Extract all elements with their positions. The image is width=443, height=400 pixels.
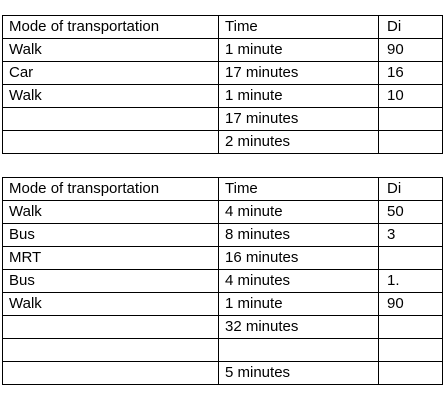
header-row	[3, 16, 443, 39]
cell-mode: MRT	[3, 247, 219, 270]
table-row	[3, 108, 443, 131]
table-row	[3, 293, 443, 316]
cell-time: 17 minutes	[219, 108, 379, 131]
cell-mode	[3, 316, 219, 339]
table-row	[3, 39, 443, 62]
cell-time: 4 minutes	[219, 270, 379, 293]
cell-distance	[379, 247, 443, 270]
cell-mode: Walk	[3, 39, 219, 62]
cell-distance	[379, 362, 443, 385]
cell-mode: Bus	[3, 270, 219, 293]
cell-distance: 50	[379, 201, 443, 224]
cell-mode: Car	[3, 62, 219, 85]
cell-time: 1 minute	[219, 85, 379, 108]
cell-mode	[3, 131, 219, 154]
cell-time: 32 minutes	[219, 316, 379, 339]
cell-distance: 90	[379, 39, 443, 62]
cell-time: 2 minutes	[219, 131, 379, 154]
header-distance: Di	[379, 16, 443, 39]
cell-mode: Walk	[3, 85, 219, 108]
header-distance: Di	[379, 178, 443, 201]
cell-time	[219, 339, 379, 362]
cell-mode	[3, 362, 219, 385]
header-time: Time	[219, 16, 379, 39]
cell-mode: Walk	[3, 293, 219, 316]
cell-distance: 90	[379, 293, 443, 316]
table-row	[3, 62, 443, 85]
cell-mode	[3, 339, 219, 362]
transport-table-2	[2, 177, 443, 385]
cell-distance	[379, 316, 443, 339]
table-row	[3, 85, 443, 108]
cell-distance: 16	[379, 62, 443, 85]
table-row	[3, 201, 443, 224]
transport-table-1	[2, 15, 443, 154]
table-row	[3, 131, 443, 154]
cell-distance: 1.	[379, 270, 443, 293]
header-mode: Mode of transportation	[3, 16, 219, 39]
cell-time: 5 minutes	[219, 362, 379, 385]
cell-time: 1 minute	[219, 293, 379, 316]
cell-distance	[379, 131, 443, 154]
cell-time: 17 minutes	[219, 62, 379, 85]
cell-distance: 3	[379, 224, 443, 247]
header-row	[3, 178, 443, 201]
header-mode: Mode of transportation	[3, 178, 219, 201]
table-row	[3, 339, 443, 362]
table-row	[3, 362, 443, 385]
cell-mode	[3, 108, 219, 131]
header-time: Time	[219, 178, 379, 201]
cell-mode: Walk	[3, 201, 219, 224]
cell-time: 1 minute	[219, 39, 379, 62]
cell-time: 4 minute	[219, 201, 379, 224]
cell-distance: 10	[379, 85, 443, 108]
table-row	[3, 247, 443, 270]
cell-distance	[379, 339, 443, 362]
cell-time: 8 minutes	[219, 224, 379, 247]
table-row	[3, 224, 443, 247]
cell-time: 16 minutes	[219, 247, 379, 270]
table-row	[3, 316, 443, 339]
table-row	[3, 270, 443, 293]
cell-distance	[379, 108, 443, 131]
cell-mode: Bus	[3, 224, 219, 247]
